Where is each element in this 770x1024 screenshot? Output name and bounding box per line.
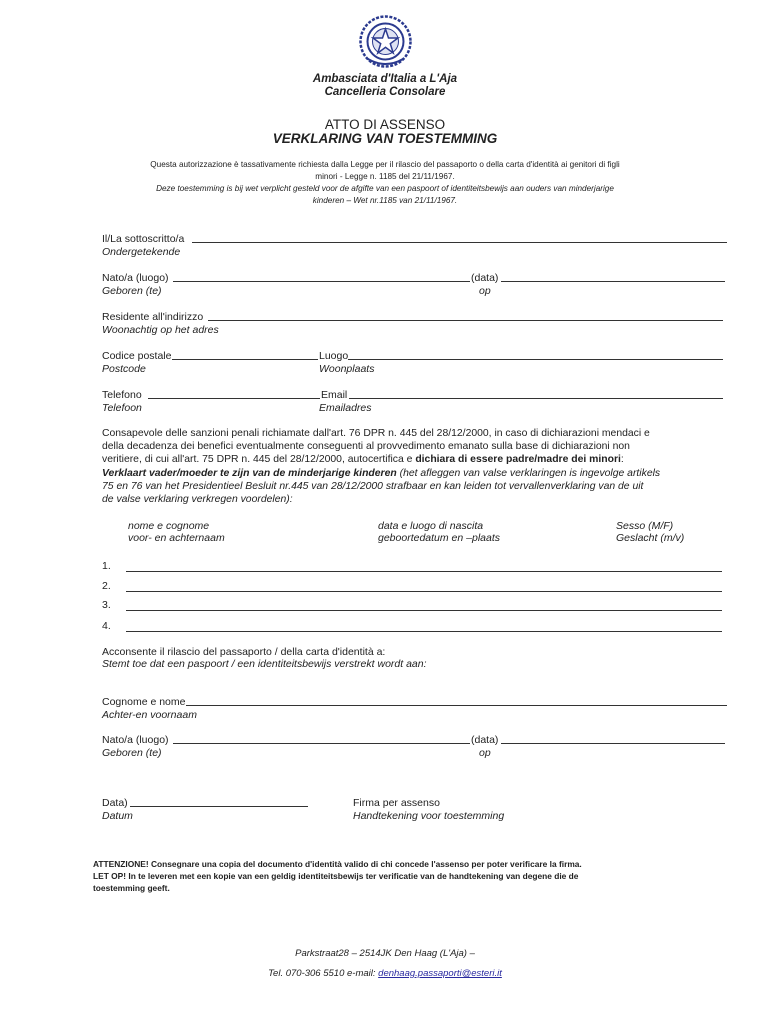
minor-row-field[interactable] <box>126 591 722 592</box>
undersigned-label: Il/La sottoscritto/a <box>102 233 185 245</box>
declaration-it-line3-text: veritiere, di cui all'art. 75 DPR n. 445 del 28/12/2000, autocertifica e <box>102 454 416 466</box>
intro-italian-line2: minori - Legge n. 1185 del 21/11/1967. <box>315 172 455 181</box>
intro-italian-line1: Questa autorizzazione è tassativamente richiesta dalla Legge per il rilascio del passaporto o della carta d'identità ai genitori di figli <box>150 160 620 169</box>
city-field[interactable] <box>348 359 723 360</box>
recipient-birthdate-label: (data) <box>471 734 499 746</box>
intro-dutch-line2: kinderen – Wet nr.1185 van 21/11/1967. <box>312 196 458 205</box>
footer-contact <box>0 968 770 979</box>
recipient-birthplace-label-nl: Geboren (te) <box>102 747 162 759</box>
declaration-it-colon: : <box>620 454 624 466</box>
recipient-name-label: Cognome e nome <box>102 696 186 708</box>
minor-row-number: 2. <box>102 580 111 592</box>
italian-republic-emblem-icon <box>358 14 413 69</box>
postcode-label-nl: Postcode <box>102 363 146 375</box>
minor-row-field[interactable] <box>126 610 722 611</box>
footer-email-link[interactable]: denhaag.passaporti@esteri.it <box>378 968 502 979</box>
footer-address: Parkstraat28 – 2514JK Den Haag (L'Aja) – <box>295 948 475 959</box>
col-birth-header: data e luogo di nascita <box>378 520 484 532</box>
attention-line2: LET OP! In te leveren met een kopie van een geldig identiteitsbewijs ter verificatie van de handtekening van degene die de <box>93 871 579 881</box>
recipient-birthdate-field[interactable] <box>501 743 725 744</box>
col-sex-header: Sesso (M/F) <box>616 520 674 532</box>
address-field[interactable] <box>208 320 723 321</box>
address-label: Residente all'indirizzo <box>102 311 204 323</box>
title-dutch: VERKLARING VAN TOESTEMMING <box>272 131 498 146</box>
declaration-nl-line3: de valse verklaring verkregen voordelen): <box>102 494 293 506</box>
title-italian: ATTO DI ASSENSO <box>324 117 446 132</box>
undersigned-field[interactable] <box>192 242 727 243</box>
undersigned-label-nl: Ondergetekende <box>102 246 181 258</box>
minor-row-field[interactable] <box>126 631 722 632</box>
attention-line1: ATTENZIONE! Consegnare una copia del documento d'identità valido di chi concede l'assenso per poter verificare la firma. <box>93 859 582 869</box>
signature-label: Firma per assenso <box>353 797 440 809</box>
email-label-nl: Emailadres <box>319 402 372 414</box>
col-birth-header-nl: geboortedatum en –plaats <box>378 532 501 544</box>
phone-label: Telefono <box>102 389 142 401</box>
birthplace-field[interactable] <box>173 281 470 282</box>
consent-text-nl: Stemt toe dat een paspoort / een identiteitsbewijs verstrekt wordt aan: <box>102 658 427 670</box>
city-label: Luogo <box>319 350 349 362</box>
footer-phone: Tel. 070-306 5510 e-mail: <box>268 968 379 979</box>
recipient-birthdate-label-nl: op <box>479 747 491 759</box>
declaration-nl-line1 <box>102 467 668 480</box>
postcode-field[interactable] <box>172 359 318 360</box>
signature-date-label-nl: Datum <box>102 810 133 822</box>
signature-date-label: Data) <box>102 797 128 809</box>
recipient-birthplace-field[interactable] <box>173 743 470 744</box>
phone-label-nl: Telefoon <box>102 402 142 414</box>
minor-row-number: 4. <box>102 620 111 632</box>
declaration-nl-line1-text: (het afleggen van valse verklaringen is ingevolge artikels <box>396 467 661 479</box>
email-label: Email <box>321 389 348 401</box>
recipient-birthplace-label: Nato/a (luogo) <box>102 734 169 746</box>
signature-date-field[interactable] <box>130 806 308 807</box>
birthplace-label-nl: Geboren (te) <box>102 285 162 297</box>
chancellery-name: Cancelleria Consolare <box>324 86 446 98</box>
address-label-nl: Woonachtig op het adres <box>102 324 219 336</box>
declaration-paragraph <box>102 427 668 506</box>
embassy-name: Ambasciata d'Italia a L'Aja <box>312 73 458 85</box>
intro-dutch-line1: Deze toestemming is bij wet verplicht gesteld voor de afgifte van een paspoort of identiteitsbewijs aan ouders van minderjarige <box>156 184 614 193</box>
minor-row-number: 1. <box>102 560 111 572</box>
col-name-header: nome e cognome <box>128 520 210 532</box>
declaration-it-line2: della decadenza dei benefici eventualmente conseguenti al provvedimento emanato sulla base di dichiarazioni non <box>102 441 630 453</box>
col-name-header-nl: voor- en achternaam <box>128 532 225 544</box>
birthdate-label: (data) <box>471 272 499 284</box>
city-label-nl: Woonplaats <box>319 363 375 375</box>
declaration-it-bold: dichiara di essere padre/madre dei minori <box>415 454 621 466</box>
attention-line3: toestemming geeft. <box>93 883 170 893</box>
declaration-nl-line2: 75 en 76 van het Presidentieel Besluit nr.445 van 28/12/2000 strafbaar en kan leiden tot vervallenverklaring van de uit <box>102 480 644 492</box>
col-sex-header-nl: Geslacht (m/v) <box>616 532 685 544</box>
signature-label-nl: Handtekening voor toestemming <box>353 810 505 822</box>
declaration-it-line3 <box>102 453 668 466</box>
phone-field[interactable] <box>148 398 320 399</box>
minor-row-number: 3. <box>102 599 111 611</box>
declaration-nl-bold: Verklaart vader/moeder te zijn van de minderjarige kinderen <box>102 467 397 479</box>
consent-text: Acconsente il rilascio del passaporto / della carta d'identità a: <box>102 646 386 658</box>
birthdate-label-nl: op <box>479 285 491 297</box>
birthplace-label: Nato/a (luogo) <box>102 272 169 284</box>
birthdate-field[interactable] <box>501 281 725 282</box>
postcode-label: Codice postale <box>102 350 172 362</box>
recipient-name-field[interactable] <box>186 705 727 706</box>
minor-row-field[interactable] <box>126 571 722 572</box>
email-field[interactable] <box>349 398 723 399</box>
declaration-it-line1: Consapevole delle sanzioni penali richiamate dall'art. 76 DPR n. 445 del 28/12/2000, in caso di dichiarazioni mendaci e <box>102 428 650 439</box>
recipient-name-label-nl: Achter-en voornaam <box>102 709 197 721</box>
